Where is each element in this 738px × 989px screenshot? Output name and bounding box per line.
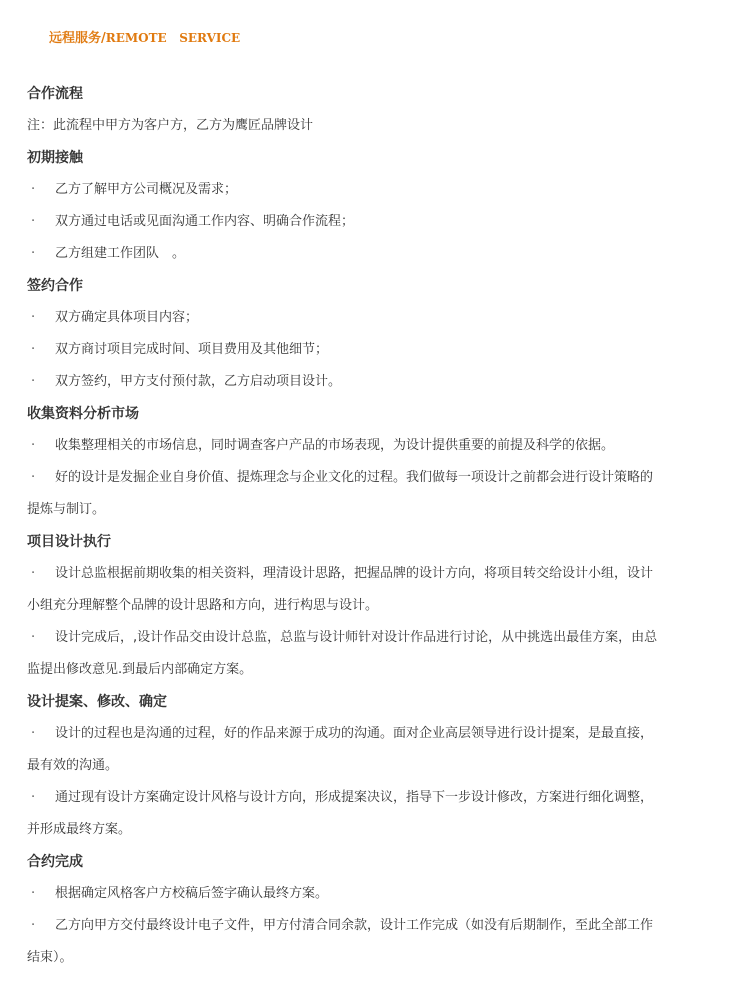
list-item-text: 双方商讨项目完成时间、项目费用及其他细节；: [55, 342, 329, 357]
list-item: [27, 910, 717, 942]
list-item-text: 提炼与制订。: [27, 502, 106, 517]
list-item-text: 乙方向甲方交付最终设计电子文件，甲方付清合同余款，设计工作完成（如没有后期制作，至此全部工作: [55, 918, 654, 933]
service-process-content: [27, 78, 717, 974]
list-item: [27, 238, 717, 270]
list-item-text: 双方确定具体项目内容；: [55, 310, 199, 325]
list-item: [27, 174, 717, 206]
section-heading: 收集资料分析市场: [27, 406, 139, 422]
list-item-text: 根据确定风格客户方校稿后签字确认最终方案。: [55, 886, 329, 901]
list-item: [27, 462, 717, 494]
list-item-continuation: [27, 750, 717, 782]
list-item-continuation: [27, 942, 717, 974]
list-item-text: 通过现有设计方案确定设计风格与设计方向，形成提案决议，指导下一步设计修改，方案进行细化调整，: [55, 790, 654, 805]
list-item-text: 结束）。: [27, 950, 73, 965]
list-item: [27, 878, 717, 910]
list-item-text: 小组充分理解整个品牌的设计思路和方向，进行构思与设计。: [27, 598, 379, 613]
section-heading: 合作流程: [27, 86, 83, 102]
note-text: 注：此流程中甲方为客户方，乙方为鹰匠品牌设计: [27, 118, 314, 133]
list-item-text: 收集整理相关的市场信息，同时调查客户产品的市场表现，为设计提供重要的前提及科学的依据。: [55, 438, 615, 453]
list-item: [27, 622, 717, 654]
list-item-text: 并形成最终方案。: [27, 822, 132, 837]
list-item: [27, 718, 717, 750]
list-item: [27, 334, 717, 366]
note-line: [27, 110, 717, 142]
bullet-icon: ·: [31, 726, 36, 741]
list-item-text: 设计完成后，,设计作品交由设计总监，总监与设计师针对设计作品进行讨论，从中挑选出最佳方案，由总: [55, 630, 658, 645]
list-item-text: 双方签约，甲方支付预付款，乙方启动项目设计。: [55, 374, 342, 389]
bullet-icon: ·: [31, 310, 36, 325]
list-item-continuation: [27, 590, 717, 622]
bullet-icon: ·: [31, 566, 36, 581]
page-title-cn: 远程服务/: [49, 31, 106, 46]
bullet-icon: ·: [31, 214, 36, 229]
list-item-text: 监提出修改意见.到最后内部确定方案。: [27, 662, 253, 677]
list-item-text: 设计总监根据前期收集的相关资料，理清设计思路，把握品牌的设计方向，将项目转交给设计小组，设计: [55, 566, 654, 581]
list-item: [27, 302, 717, 334]
section-heading: 合约完成: [27, 854, 83, 870]
section-heading: 项目设计执行: [27, 534, 111, 550]
bullet-icon: ·: [31, 630, 36, 645]
bullet-icon: ·: [31, 342, 36, 357]
bullet-icon: ·: [31, 438, 36, 453]
list-item-continuation: [27, 814, 717, 846]
section-heading: 设计提案、修改、确定: [27, 694, 167, 710]
section-heading: 签约合作: [27, 278, 83, 294]
list-item-text: 好的设计是发掘企业自身价值、提炼理念与企业文化的过程。我们做每一项设计之前都会进行设计策略的: [55, 470, 654, 485]
list-item-text: 乙方了解甲方公司概况及需求；: [55, 182, 238, 197]
list-item: [27, 206, 717, 238]
bullet-icon: ·: [31, 182, 36, 197]
list-item: [27, 782, 717, 814]
list-item-text: 设计的过程也是沟通的过程，好的作品来源于成功的沟通。面对企业高层领导进行设计提案，是最直接，: [55, 726, 654, 741]
bullet-icon: ·: [31, 374, 36, 389]
page-title: [49, 27, 240, 46]
list-item: [27, 430, 717, 462]
list-item: [27, 558, 717, 590]
list-item-text: 双方通过电话或见面沟通工作内容、明确合作流程；: [55, 214, 355, 229]
bullet-icon: ·: [31, 886, 36, 901]
list-item-continuation: [27, 654, 717, 686]
list-item: [27, 366, 717, 398]
list-item-text: 最有效的沟通。: [27, 758, 119, 773]
section-heading: 初期接触: [27, 150, 83, 166]
list-item-text: 乙方组建工作团队 。: [55, 246, 186, 261]
list-item-continuation: [27, 494, 717, 526]
bullet-icon: ·: [31, 918, 36, 933]
page-title-en: REMOTE SERVICE: [105, 31, 241, 45]
bullet-icon: ·: [31, 470, 36, 485]
bullet-icon: ·: [31, 790, 36, 805]
bullet-icon: ·: [31, 246, 36, 261]
